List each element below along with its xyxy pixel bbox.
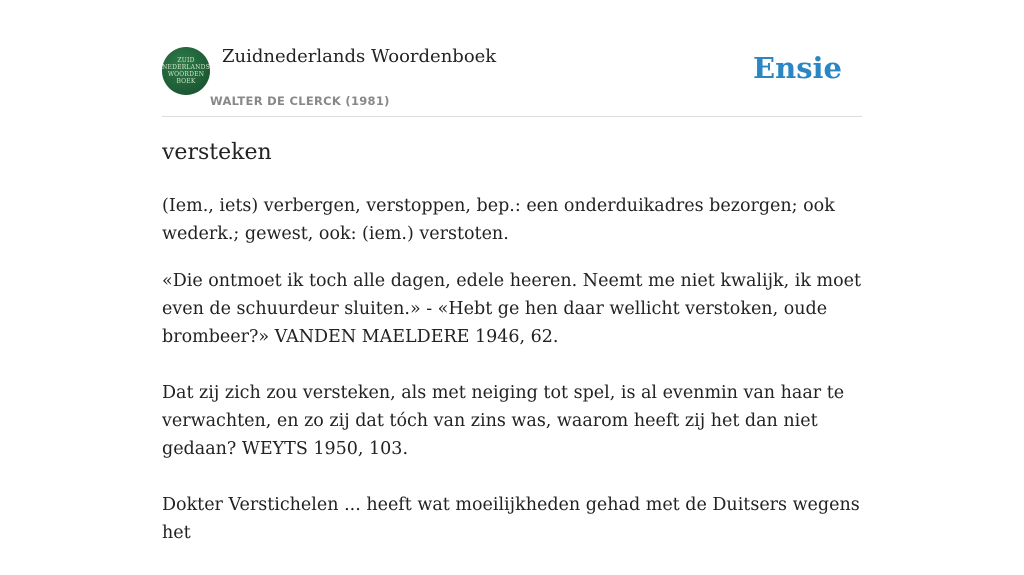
dictionary-title[interactable]: Zuidnederlands Woordenboek bbox=[222, 46, 497, 67]
logo-line: BOEK bbox=[176, 78, 196, 85]
logo-line: WOORDEN bbox=[167, 71, 205, 78]
quote-paragraph: Dat zij zich zou versteken, als met neiging tot spel, is al evenmin van haar te verwachten, en zo zij dat tóch van zins was, waarom heeft zij het dan niet gedaan? WEYTS 1950, 103. bbox=[162, 383, 845, 459]
ensie-logo-link[interactable]: Ensie bbox=[753, 51, 842, 85]
dictionary-header bbox=[162, 0, 862, 117]
logo-line: ZUID bbox=[177, 57, 195, 64]
page-container bbox=[162, 0, 862, 543]
logo-line: NEDERLANDS bbox=[162, 64, 210, 71]
dictionary-author: WALTER DE CLERCK (1981) bbox=[210, 94, 390, 108]
dictionary-logo[interactable] bbox=[162, 47, 210, 95]
quote-paragraph: Dokter Verstichelen ... heeft wat moeilijkheden gehad met de Duitsers wegens het bbox=[162, 495, 860, 543]
entry-quotes bbox=[162, 267, 862, 575]
entry-word: versteken bbox=[162, 140, 272, 165]
quote-paragraph: «Die ontmoet ik toch alle dagen, edele heeren. Neemt me niet kwalijk, ik moet even de schuurdeur sluiten.» - «Hebt ge hen daar wellicht verstoken, oude brombeer?» VANDEN MAELDERE 1946, 62. bbox=[162, 271, 862, 347]
entry-definition: (Iem., iets) verbergen, verstoppen, bep.: een onderduikadres bezorgen; ook wederk.; gewest, ook: (iem.) verstoten. bbox=[162, 196, 835, 244]
